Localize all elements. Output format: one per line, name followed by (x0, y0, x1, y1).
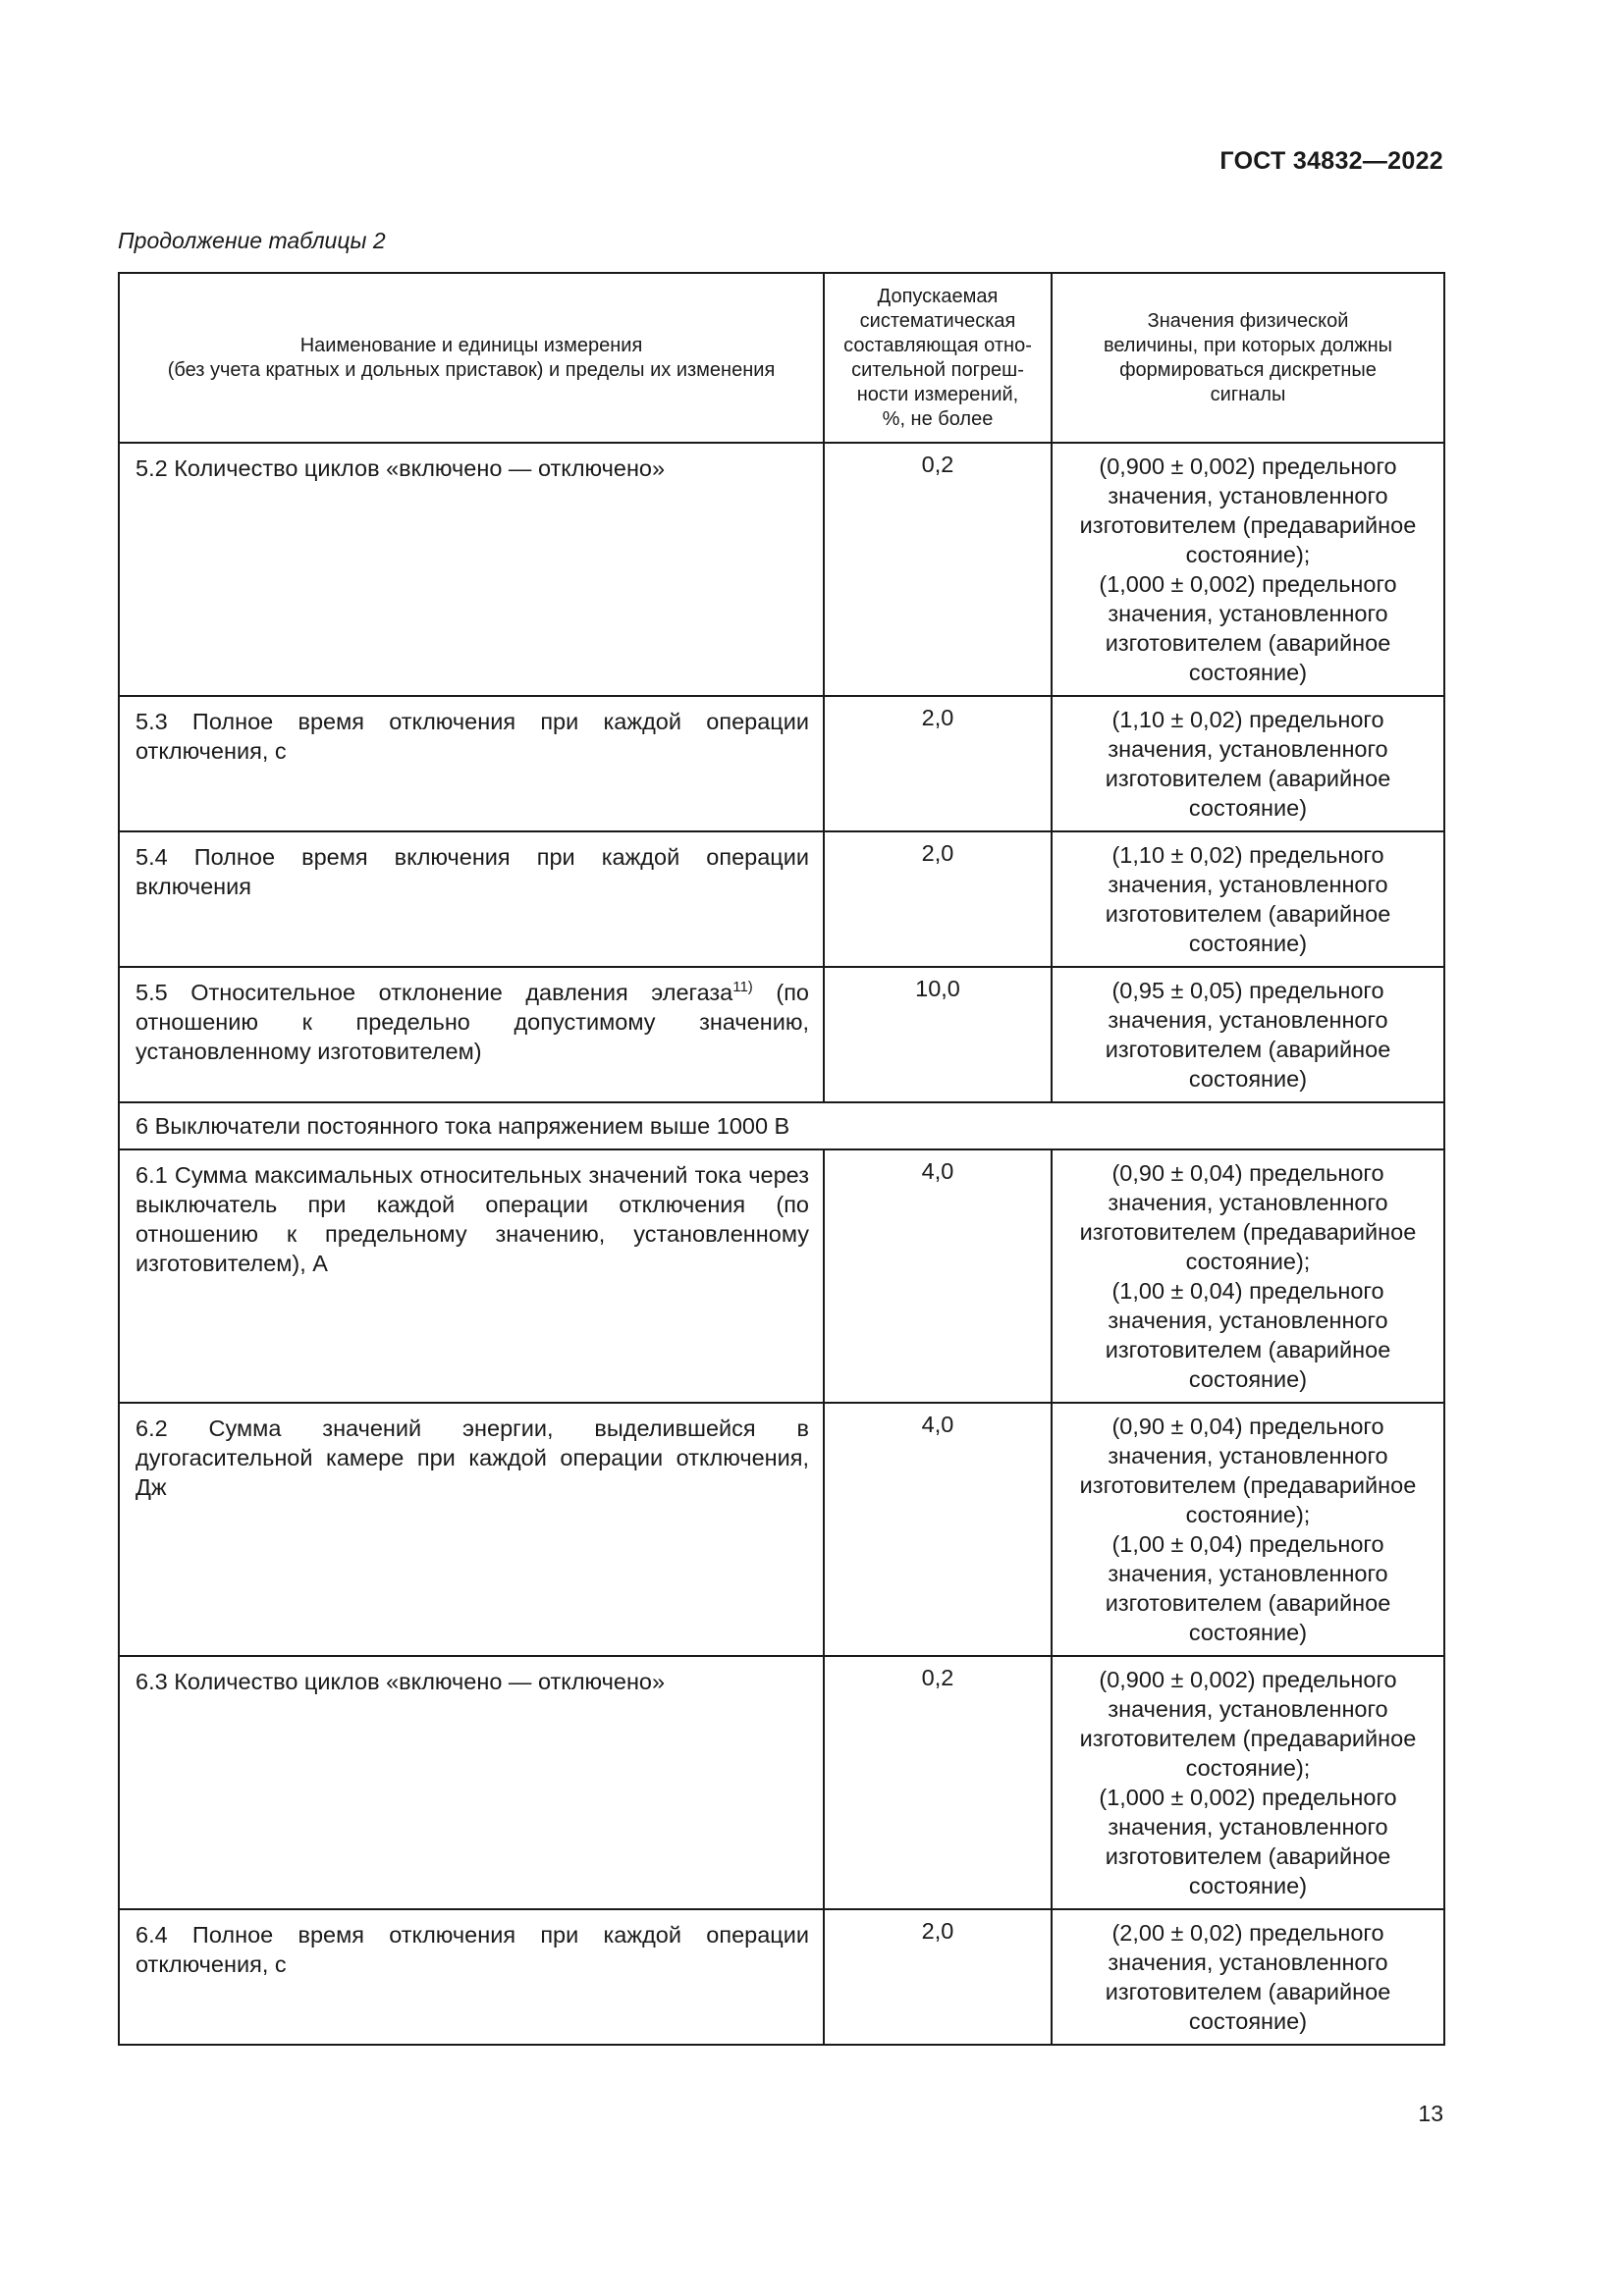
header-line: Наименование и единицы измерения (299, 334, 643, 356)
row-error-value: 2,0 (824, 696, 1052, 831)
signal-line: (0,95 ± 0,05) предельного (1111, 978, 1384, 1003)
signal-line: (1,00 ± 0,04) предельного (1111, 1531, 1384, 1557)
signal-line: значения, установленного (1108, 1190, 1388, 1215)
signal-line: (0,900 ± 0,002) предельного (1099, 1667, 1397, 1692)
signal-line: изготовителем (аварийное (1105, 1337, 1391, 1362)
row-signal-values (1052, 1909, 1444, 2045)
signal-line: значения, установленного (1108, 1814, 1388, 1840)
data-table (118, 272, 1445, 2046)
signal-line: значения, установленного (1108, 483, 1388, 508)
header-line: Значения физической (1147, 309, 1349, 332)
signal-line: изготовителем (аварийное (1105, 1979, 1391, 2004)
signal-line: значения, установленного (1108, 1949, 1388, 1975)
signal-line: (1,000 ± 0,002) предельного (1099, 571, 1397, 597)
table-row (119, 1656, 1444, 1909)
signal-line: (1,000 ± 0,002) предельного (1099, 1785, 1397, 1810)
signal-line: состояние) (1188, 1620, 1308, 1645)
header-line: (без учета кратных и дольных приставок) и пределы их изменения (167, 358, 776, 381)
row-error-value: 0,2 (824, 443, 1052, 696)
header-line: составляющая отно- (843, 334, 1032, 356)
row-name: 5.4 Полное время включения при каждой операции включения (119, 831, 824, 967)
header-line: сительной погреш- (851, 358, 1024, 381)
signal-line: (0,90 ± 0,04) предельного (1111, 1160, 1384, 1186)
row-name: 6.2 Сумма значений энергии, выделившейся в дугогасительной камере при каждой операции отключения, Дж (119, 1403, 824, 1656)
signal-line: значения, установленного (1108, 1443, 1388, 1468)
table-row (119, 1909, 1444, 2045)
row-name: 5.2 Количество циклов «включено — отключено» (119, 443, 824, 696)
row-error-value: 0,2 (824, 1656, 1052, 1909)
signal-line: состояние) (1188, 1066, 1308, 1092)
header-line: величины, при которых должны (1103, 334, 1393, 356)
table-header-row (119, 273, 1444, 443)
signal-line: состояние); (1185, 542, 1311, 567)
row-error-value: 2,0 (824, 831, 1052, 967)
row-name: 6.3 Количество циклов «включено — отключено» (119, 1656, 824, 1909)
row-error-value: 2,0 (824, 1909, 1052, 2045)
header-line: сигналы (1210, 383, 1286, 405)
row-error-value: 4,0 (824, 1149, 1052, 1403)
signal-line: состояние); (1185, 1502, 1311, 1527)
signal-line: изготовителем (аварийное (1105, 766, 1391, 791)
page-number: 13 (1418, 2101, 1443, 2126)
signal-line: (0,90 ± 0,04) предельного (1111, 1414, 1384, 1439)
header-signal-column (1052, 273, 1444, 443)
signal-line: (2,00 ± 0,02) предельного (1111, 1920, 1384, 1946)
table-row (119, 443, 1444, 696)
row-signal-values (1052, 696, 1444, 831)
header-name-column (119, 273, 824, 443)
signal-line: состояние); (1185, 1755, 1311, 1781)
row-signal-values (1052, 967, 1444, 1102)
signal-line: изготовителем (аварийное (1105, 1037, 1391, 1062)
footnote-ref: 11) (732, 979, 753, 996)
table-row (119, 696, 1444, 831)
signal-line: состояние) (1188, 1873, 1308, 1898)
row-name-part: (по отношению к предельно допустимому значению, установленному изготовителем) (135, 980, 809, 1064)
signal-line: состояние) (1188, 2008, 1308, 2034)
row-signal-values (1052, 443, 1444, 696)
table-row (119, 1403, 1444, 1656)
signal-line: значения, установленного (1108, 1308, 1388, 1333)
signal-line: состояние); (1185, 1249, 1311, 1274)
row-error-value: 4,0 (824, 1403, 1052, 1656)
signal-line: изготовителем (аварийное (1105, 1590, 1391, 1616)
row-name: 6.1 Сумма максимальных относительных значений тока через выключатель при каждой операции отключения (по отношению к предельному значению, установленному изготовителем), А (119, 1149, 824, 1403)
section-title: 6 Выключатели постоянного тока напряжением выше 1000 В (119, 1102, 1444, 1149)
row-signal-values (1052, 1656, 1444, 1909)
signal-line: (1,10 ± 0,02) предельного (1111, 707, 1384, 732)
header-line: ности измерений, (856, 383, 1019, 405)
signal-line: изготовителем (предаварийное (1079, 1472, 1417, 1498)
row-signal-values (1052, 831, 1444, 967)
signal-line: состояние) (1188, 660, 1308, 685)
signal-line: изготовителем (аварийное (1105, 1843, 1391, 1869)
row-signal-values (1052, 1403, 1444, 1656)
signal-line: (0,900 ± 0,002) предельного (1099, 454, 1397, 479)
header-error-column (824, 273, 1052, 443)
signal-line: значения, установленного (1108, 1696, 1388, 1722)
document-code: ГОСТ 34832—2022 (1219, 147, 1443, 175)
header-line: систематическая (859, 309, 1016, 332)
table-row (119, 1149, 1444, 1403)
row-signal-values (1052, 1149, 1444, 1403)
signal-line: значения, установленного (1108, 1561, 1388, 1586)
signal-line: значения, установленного (1108, 601, 1388, 626)
signal-line: изготовителем (аварийное (1105, 901, 1391, 927)
row-name: 5.3 Полное время отключения при каждой операции отключения, с (119, 696, 824, 831)
table-row (119, 967, 1444, 1102)
signal-line: значения, установленного (1108, 872, 1388, 897)
signal-line: состояние) (1188, 1366, 1308, 1392)
signal-line: изготовителем (предаварийное (1079, 1726, 1417, 1751)
signal-line: (1,10 ± 0,02) предельного (1111, 842, 1384, 868)
signal-line: изготовителем (предаварийное (1079, 512, 1417, 538)
header-line: формироваться дискретные (1119, 358, 1377, 381)
row-name: 6.4 Полное время отключения при каждой операции отключения, с (119, 1909, 824, 2045)
row-name (119, 967, 824, 1102)
signal-line: изготовителем (предаварийное (1079, 1219, 1417, 1245)
row-error-value: 10,0 (824, 967, 1052, 1102)
signal-line: (1,00 ± 0,04) предельного (1111, 1278, 1384, 1304)
signal-line: изготовителем (аварийное (1105, 630, 1391, 656)
row-name-part: 5.5 Относительное отклонение давления элегаза (135, 980, 733, 1005)
table-caption: Продолжение таблицы 2 (118, 228, 386, 253)
signal-line: состояние) (1188, 931, 1308, 956)
table-row (119, 831, 1444, 967)
signal-line: значения, установленного (1108, 1007, 1388, 1033)
header-line: %, не более (882, 407, 994, 430)
signal-line: состояние) (1188, 795, 1308, 821)
header-line: Допускаемая (877, 285, 999, 307)
signal-line: значения, установленного (1108, 736, 1388, 762)
table-section-row (119, 1102, 1444, 1149)
